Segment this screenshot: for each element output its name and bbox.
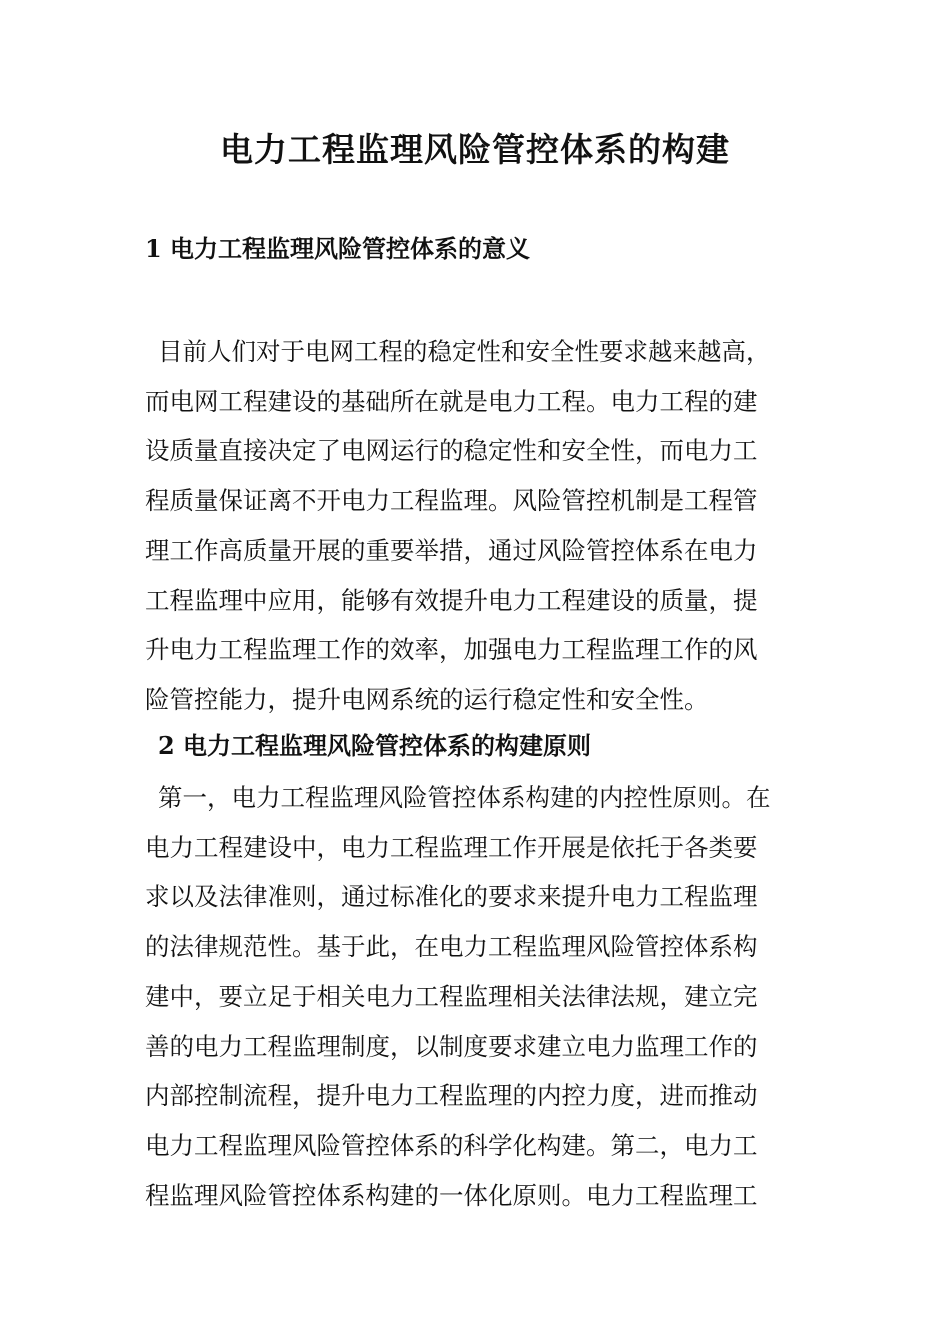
section-1-paragraph	[145, 327, 807, 725]
paragraph-line: 建中，要立足于相关电力工程监理相关法律法规，建立完	[145, 981, 758, 1011]
paragraph-line: 程监理风险管控体系构建的一体化原则。电力工程监理工	[145, 1180, 758, 1210]
paragraph-line: 设质量直接决定了电网运行的稳定性和安全性，而电力工	[145, 436, 758, 466]
paragraph-line: 而电网工程建设的基础所在就是电力工程。电力工程的建	[145, 386, 758, 416]
paragraph-line: 险管控能力，提升电网系统的运行稳定性和安全性。	[145, 684, 709, 714]
paragraph-line: 程质量保证离不开电力工程监理。风险管控机制是工程管	[145, 486, 758, 516]
section-2-heading: 2 电力工程监理风险管控体系的构建原则	[158, 731, 592, 760]
paragraph-line: 目前人们对于电网工程的稳定性和安全性要求越来越高，	[158, 337, 771, 366]
paragraph-line: 理工作高质量开展的重要举措，通过风险管控体系在电力	[145, 535, 758, 565]
paragraph-line: 内部控制流程，提升电力工程监理的内控力度，进而推动	[145, 1081, 758, 1111]
section-1-heading: 1 电力工程监理风险管控体系的意义	[145, 234, 531, 263]
paragraph-line: 电力工程监理风险管控体系的科学化构建。第二，电力工	[145, 1130, 758, 1160]
paragraph-line: 第一，电力工程监理风险管控体系构建的内控性原则。在	[158, 783, 771, 812]
paragraph-line: 的法律规范性。基于此，在电力工程监理风险管控体系构	[145, 932, 758, 962]
paragraph-line: 升电力工程监理工作的效率，加强电力工程监理工作的风	[145, 635, 758, 665]
section-2-paragraph	[145, 773, 807, 1220]
paragraph-line: 善的电力工程监理制度，以制度要求建立电力监理工作的	[145, 1031, 758, 1061]
paragraph-line: 求以及法律准则，通过标准化的要求来提升电力工程监理	[145, 882, 758, 912]
paragraph-line: 工程监理中应用，能够有效提升电力工程建设的质量，提	[145, 585, 758, 615]
paragraph-line: 电力工程建设中，电力工程监理工作开展是依托于各类要	[145, 832, 758, 862]
document-title: 电力工程监理风险管控体系的构建	[220, 130, 730, 169]
